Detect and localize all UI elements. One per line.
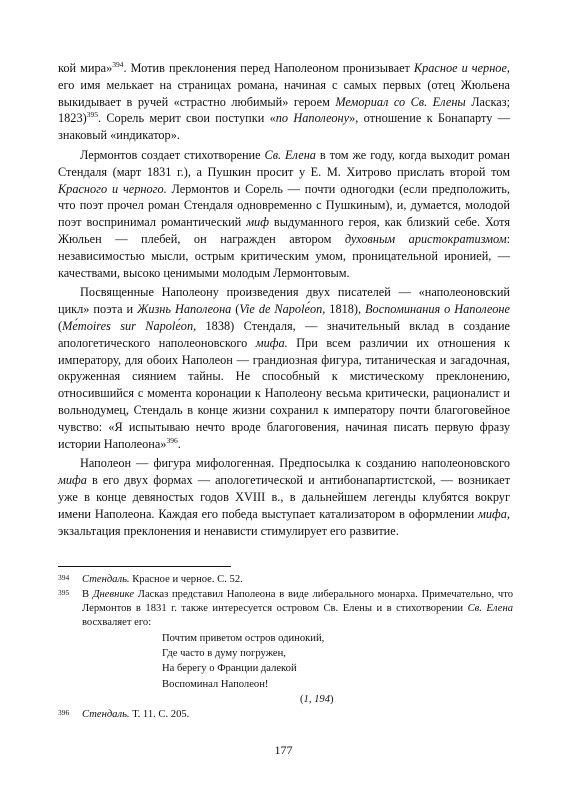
main-text bbox=[58, 60, 510, 542]
footnote-ref-395: 395 bbox=[86, 110, 98, 120]
italic-text: 1, 194 bbox=[303, 694, 331, 705]
footnote-text bbox=[82, 708, 513, 722]
footnote-395 bbox=[58, 588, 513, 630]
text-run: », отношение к Бонапарту — знаковый «индикатор». bbox=[58, 111, 511, 143]
text-run: Ласказ представил Наполеона в виде либерального монарха. Примечательно, что Лермонтов в 1831 г. также интересуется островом Св. Елены и в стихотворении bbox=[82, 589, 513, 615]
footnote-number: 395 bbox=[58, 588, 70, 597]
text-run: Т. 11. С. 205. bbox=[129, 709, 190, 720]
footnote-ref-394: 394 bbox=[112, 59, 124, 69]
italic-text: мифа. bbox=[255, 335, 288, 350]
text-run: , его имя мелькает на страницах романа, начиная с самых первых (отец Жюльена выкидывает в ручей «страстно любимый» героем bbox=[58, 61, 510, 109]
italic-text: Красного и черного. bbox=[58, 181, 167, 196]
text-run: Наполеон — фигура мифологенная. Предпосылка к созданию наполеоновского bbox=[80, 456, 510, 471]
footnote-number: 396 bbox=[58, 708, 70, 717]
text-run: : независимостью мысли, острым критическим умом, проницательной иронией, — качествами, высоко ценимыми молодым Лермонтовым. bbox=[58, 231, 510, 280]
italic-text: Воспоминания о Наполеоне bbox=[365, 302, 510, 317]
text-run: Посвященные Наполеону произведения двух писателей — «наполеоновский цикл» поэта и bbox=[58, 285, 510, 317]
text-run: в том же году, когда выходит роман Стендаля (март 1831 г.), а Пушкин просит у Е. М. Хитрово прислать второй том bbox=[58, 147, 510, 179]
paragraph-4 bbox=[58, 455, 510, 539]
italic-text: мифа bbox=[478, 506, 507, 521]
text-run: ( bbox=[300, 694, 304, 705]
poem-quote bbox=[162, 631, 324, 692]
text-run: ) bbox=[330, 694, 334, 705]
text-run: ( bbox=[231, 302, 240, 317]
text-run: Лермонтов создает стихотворение bbox=[80, 147, 265, 162]
italic-text: Стендаль. bbox=[82, 574, 130, 585]
italic-text: Дневнике bbox=[92, 589, 135, 600]
italic-text: Mе́moires sur Napolе́on bbox=[62, 318, 194, 333]
footnote-separator bbox=[58, 566, 231, 567]
text-run: , 1838) Стендаля, — значительный вклад в создание апологетического наполеоновского bbox=[58, 318, 511, 350]
italic-text: Жизнь Наполеона bbox=[137, 302, 232, 317]
italic-text: Св. Елена bbox=[264, 147, 316, 162]
italic-text: духовным аристократизмом bbox=[344, 231, 507, 246]
text-run: ( bbox=[58, 318, 63, 333]
page-number: 177 bbox=[274, 743, 293, 757]
footnote-ref-396: 396 bbox=[166, 435, 178, 445]
footnote-text bbox=[82, 588, 513, 630]
text-run: Красное и черное. С. 52. bbox=[129, 574, 243, 585]
footnote-394 bbox=[58, 573, 513, 587]
text-run: Лермонтов и Сорель — почти одногодки (если предположить, что поэт прочел роман Стендаля одновременно с Пушкиным), и, думается, молодой поэт воспринимал романтический bbox=[58, 181, 510, 230]
italic-text: Св. Елена bbox=[467, 603, 513, 615]
italic-text: Стендаль. bbox=[82, 709, 130, 720]
paragraph-2 bbox=[58, 147, 510, 281]
text-run: , 1818), bbox=[322, 302, 366, 317]
poem-line: На берегу о Франции далекой bbox=[162, 663, 297, 675]
footnote-number: 394 bbox=[58, 573, 70, 582]
text-run: Ласказ; 1823) bbox=[58, 94, 510, 126]
italic-text: Мемориал со Св. Елены bbox=[335, 94, 466, 109]
text-run: в его двух формах — апологетической и антибонапартистской, — возникает уже в конце девяностых годов XVIII в., в дальнейшем легенды клубятся вокруг имени Наполеона. Каждая его победа выступает катализатором в оформлении bbox=[58, 473, 510, 521]
text-run: , экзальтация преклонения и ненависти стимулирует его развитие. bbox=[58, 506, 510, 538]
footnote-396 bbox=[58, 708, 513, 722]
poem-line: Воспоминал Наполеон! bbox=[162, 678, 269, 690]
paragraph-3 bbox=[58, 284, 510, 452]
text-run: выдуманного героя, как близкий себе. Хотя Жюльен — плебей, он награжден автором bbox=[58, 215, 510, 246]
text-run: . Сорель мерит свои поступки « bbox=[97, 111, 276, 126]
italic-text: миф bbox=[246, 215, 269, 230]
text-run: . Мотив преклонения перед Наполеоном пронизывает bbox=[123, 61, 414, 75]
italic-text: Красное и черное bbox=[413, 61, 507, 75]
text-run: В bbox=[82, 589, 93, 600]
text-run: восхваляет его: bbox=[82, 617, 152, 629]
italic-text: мифа bbox=[58, 473, 87, 488]
footnote-text bbox=[82, 573, 513, 587]
paragraph-1 bbox=[58, 60, 510, 144]
text-run: кой мира» bbox=[58, 61, 113, 75]
poem-line: Почтим приветом остров одинокий, bbox=[162, 633, 325, 644]
poem-citation bbox=[300, 693, 334, 707]
poem-line: Где часто в думу погружен, bbox=[162, 648, 286, 660]
italic-text: по Наполеону bbox=[275, 111, 350, 126]
text-run: При всем различии их отношения к императору, для обоих Наполеон — грандиозная фигура, титаническая и загадочная, окруженная сиянием тайны. Не способный к мистическому преклонению, относившийся с момента коронации к Наполеону весьма критически, рационалист и вольнодумец, Стендаль в конце жизни сохранил к императору почти благоговейное чувство: «Я испытываю нечто вроде благоговения, начиная писать первую фразу истории Наполеона» bbox=[58, 335, 511, 451]
italic-text: Vie de Napolе́on bbox=[239, 302, 323, 317]
text-run: . bbox=[177, 436, 181, 451]
